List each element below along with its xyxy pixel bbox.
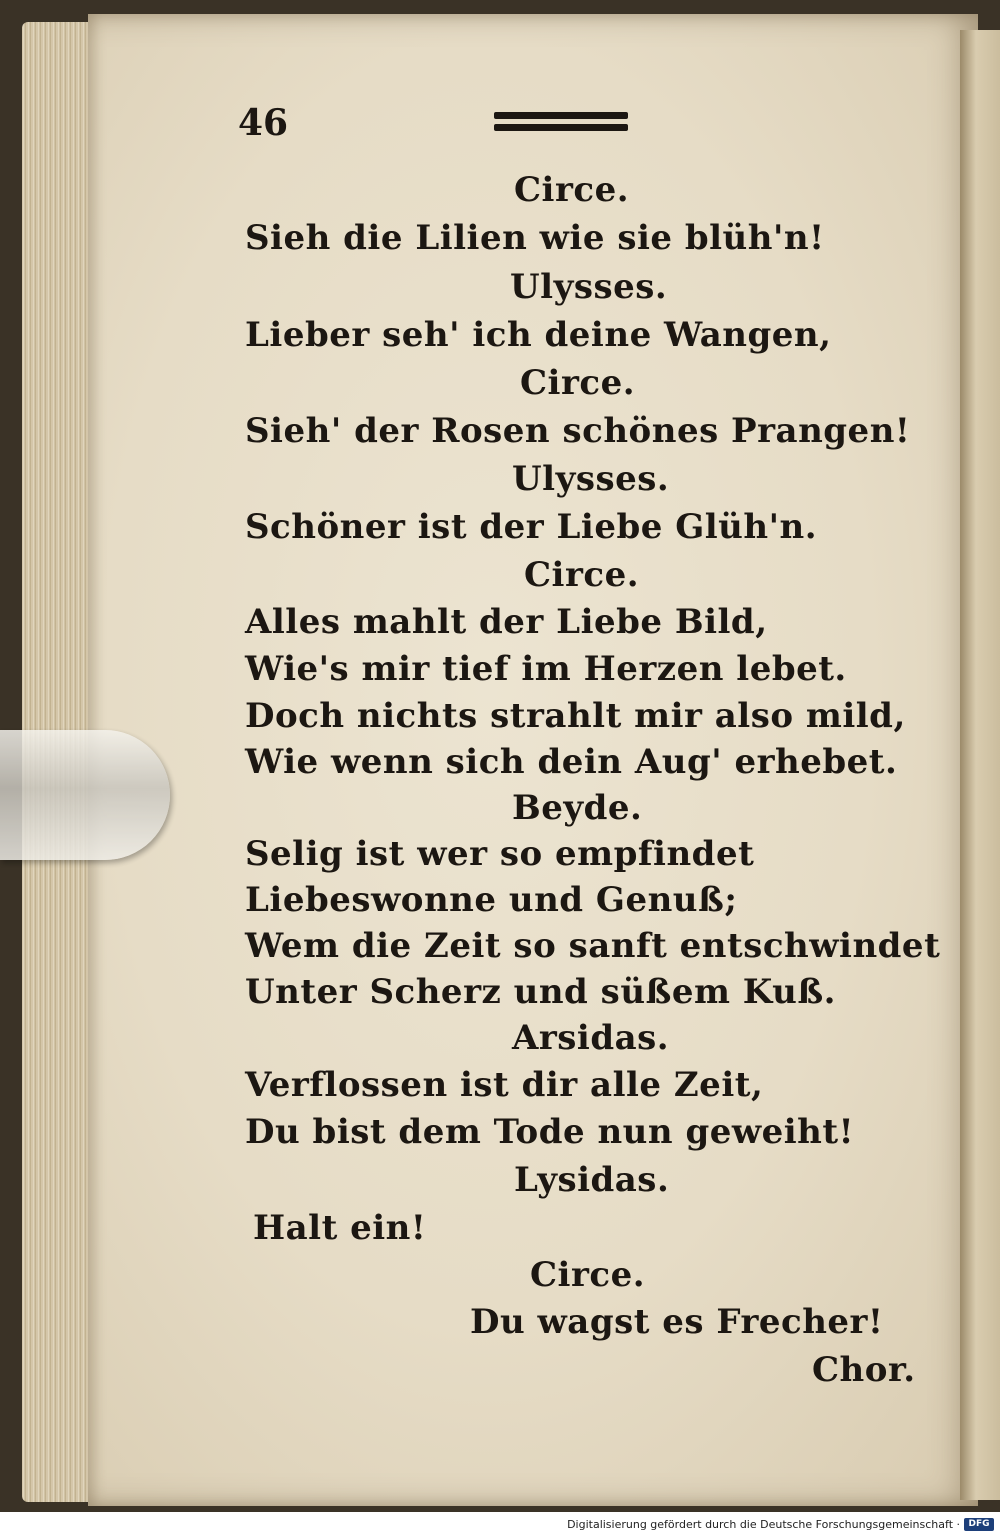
speaker-name: Circe.	[524, 555, 640, 595]
header-rule-bottom	[494, 124, 628, 131]
speaker-name: Circe.	[530, 1255, 646, 1295]
speaker-name: Ulysses.	[512, 459, 670, 499]
verse-line: Schöner ist der Liebe Glüh'n.	[245, 507, 818, 547]
verse-line: Wem die Zeit so sanft entschwindet	[245, 926, 941, 966]
catchword: Chor.	[812, 1350, 916, 1390]
funding-notice: Digitalisierung gefördert durch die Deutsche Forschungsgemeinschaft ·	[567, 1518, 960, 1531]
speaker-name: Circe.	[520, 363, 636, 403]
speaker-name: Lysidas.	[514, 1160, 670, 1200]
verse-line: Unter Scherz und süßem Kuß.	[245, 972, 837, 1012]
verse-line: Verflossen ist dir alle Zeit,	[245, 1065, 764, 1105]
header-rule-top	[494, 112, 628, 119]
verse-line: Lieber seh' ich deine Wangen,	[245, 315, 832, 355]
verse-line: Liebeswonne und Genuß;	[245, 880, 738, 920]
verse-line: Doch nichts strahlt mir also mild,	[245, 696, 906, 736]
verse-line: Wie's mir tief im Herzen lebet.	[245, 649, 847, 689]
verse-line: Selig ist wer so empfindet	[245, 834, 755, 874]
speaker-name: Ulysses.	[510, 267, 668, 307]
verse-line: Sieh die Lilien wie sie blüh'n!	[245, 218, 825, 258]
next-page-edge	[960, 30, 1000, 1500]
verse-line: Sieh' der Rosen schönes Prangen!	[245, 411, 911, 451]
verse-line: Du bist dem Tode nun geweiht!	[245, 1112, 855, 1152]
page-number: 46	[238, 102, 289, 144]
verse-line: Alles mahlt der Liebe Bild,	[245, 602, 768, 642]
speaker-name: Beyde.	[512, 788, 643, 828]
footer	[0, 1512, 1000, 1537]
dfg-logo: DFG	[964, 1518, 994, 1531]
verse-line: Halt ein!	[253, 1208, 427, 1248]
speaker-name: Circe.	[514, 170, 630, 210]
verse-line: Wie wenn sich dein Aug' erhebet.	[245, 742, 898, 782]
bookmark-clip	[0, 730, 170, 860]
verse-line: Du wagst es Frecher!	[470, 1302, 884, 1342]
speaker-name: Arsidas.	[512, 1018, 670, 1058]
